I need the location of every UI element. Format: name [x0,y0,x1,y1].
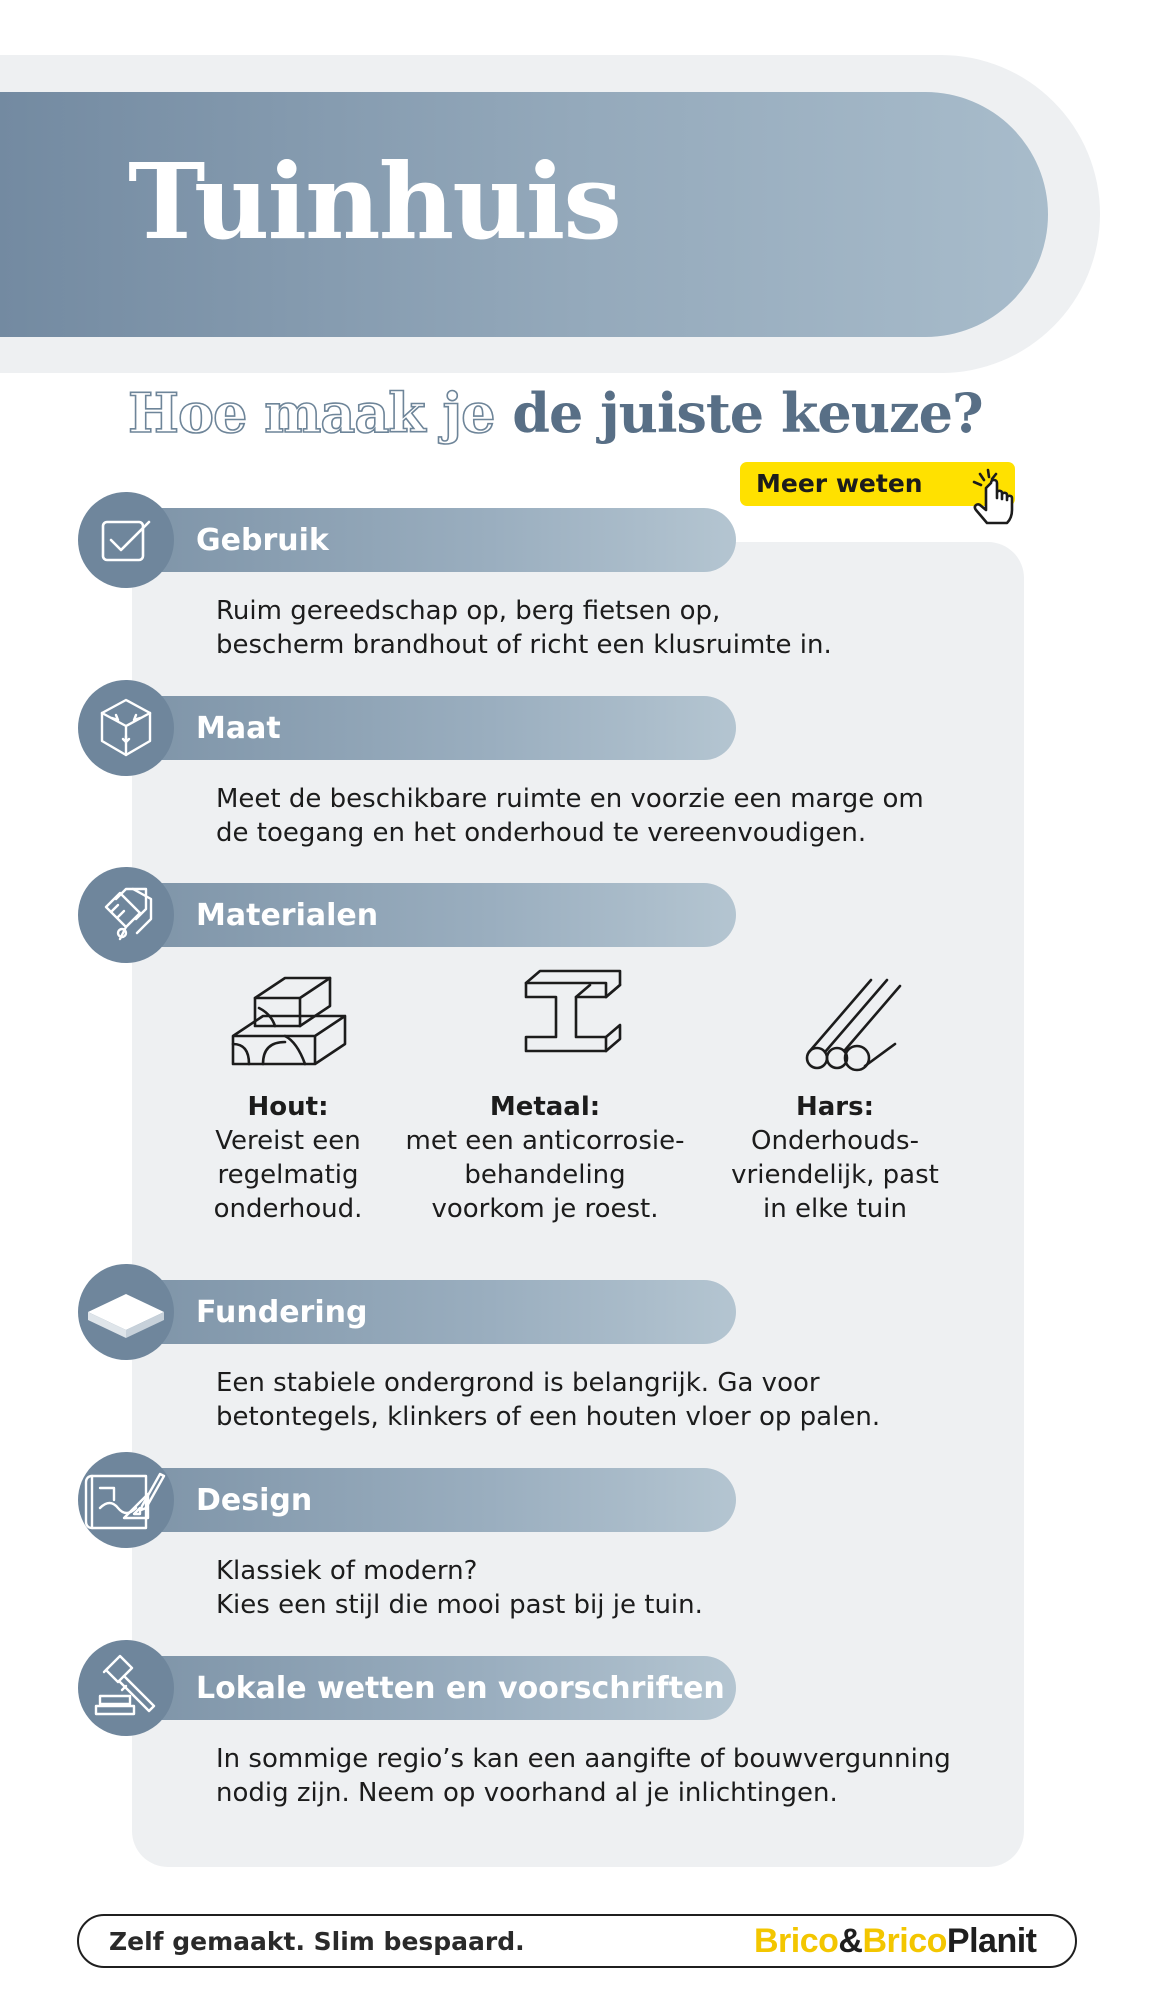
page-subtitle [128,381,1058,445]
material-hout [188,1090,388,1226]
material-metaal [390,1090,700,1226]
section-text-gebruik [216,594,1006,662]
material-name: Hout: [247,1092,329,1122]
footer-tagline: Zelf gemaakt. Slim bespaard. [109,1927,525,1956]
text-line: Vereist een [215,1126,361,1156]
hand-pointer-icon[interactable] [960,462,1030,532]
checkbox-icon [78,492,174,588]
text-line: Meet de beschikbare ruimte en voorzie een marge om [216,784,924,814]
wood-beams-icon [225,968,365,1082]
subtitle-solid: de juiste keuze? [512,381,983,445]
cube-dimensions-icon [78,680,174,776]
section-title-materialen: Materialen [196,898,379,933]
text-line: behandeling [464,1160,626,1190]
meer-weten-label: Meer weten [756,469,923,498]
section-text-wetten [216,1742,1006,1810]
material-name: Metaal: [489,1092,601,1122]
section-title-maat: Maat [196,711,281,746]
blueprint-icon [78,1452,174,1548]
text-line: onderhoud. [213,1194,363,1224]
text-line: voorkom je roest. [431,1194,659,1224]
section-title-design: Design [196,1483,313,1518]
section-text-maat [216,782,1006,850]
footer-bar [77,1914,1077,1968]
text-line: nodig zijn. Neem op voorhand al je inlichtingen. [216,1778,838,1808]
text-line: in elke tuin [763,1194,907,1224]
text-line: In sommige regio’s kan een aangifte of bouwvergunning [216,1744,951,1774]
material-hars [705,1090,965,1226]
steel-beam-icon [508,965,628,1079]
section-title-gebruik: Gebruik [196,523,329,558]
section-title-wetten: Lokale wetten en voorschriften [196,1671,725,1706]
brand-logo[interactable]: Brico&BricoPlanit [754,1922,1037,1960]
text-line: Ruim gereedschap op, berg fietsen op, [216,596,721,626]
section-text-fundering [216,1366,1006,1434]
slab-icon [78,1264,174,1360]
text-line: Onderhouds- [751,1126,919,1156]
text-line: de toegang en het onderhoud te vereenvoudigen. [216,818,867,848]
subtitle-outlined: Hoe maak je [128,381,495,445]
color-swatches-icon [78,867,174,963]
text-line: Kies een stijl die mooi past bij je tuin. [216,1590,703,1620]
text-line: Een stabiele ondergrond is belangrijk. Ga voor [216,1368,820,1398]
resin-pipes-icon [795,970,905,1084]
text-line: regelmatig [217,1160,359,1190]
text-line: vriendelijk, past [731,1160,939,1190]
text-line: bescherm brandhout of richt een klusruimte in. [216,630,832,660]
text-line: Klassiek of modern? [216,1556,478,1586]
page-title: Tuinhuis [128,140,620,263]
material-name: Hars: [796,1092,874,1122]
text-line: met een anticorrosie- [405,1126,685,1156]
text-line: betontegels, klinkers of een houten vloer op palen. [216,1402,881,1432]
section-text-design [216,1554,1006,1622]
section-title-fundering: Fundering [196,1295,368,1330]
gavel-icon [78,1640,174,1736]
